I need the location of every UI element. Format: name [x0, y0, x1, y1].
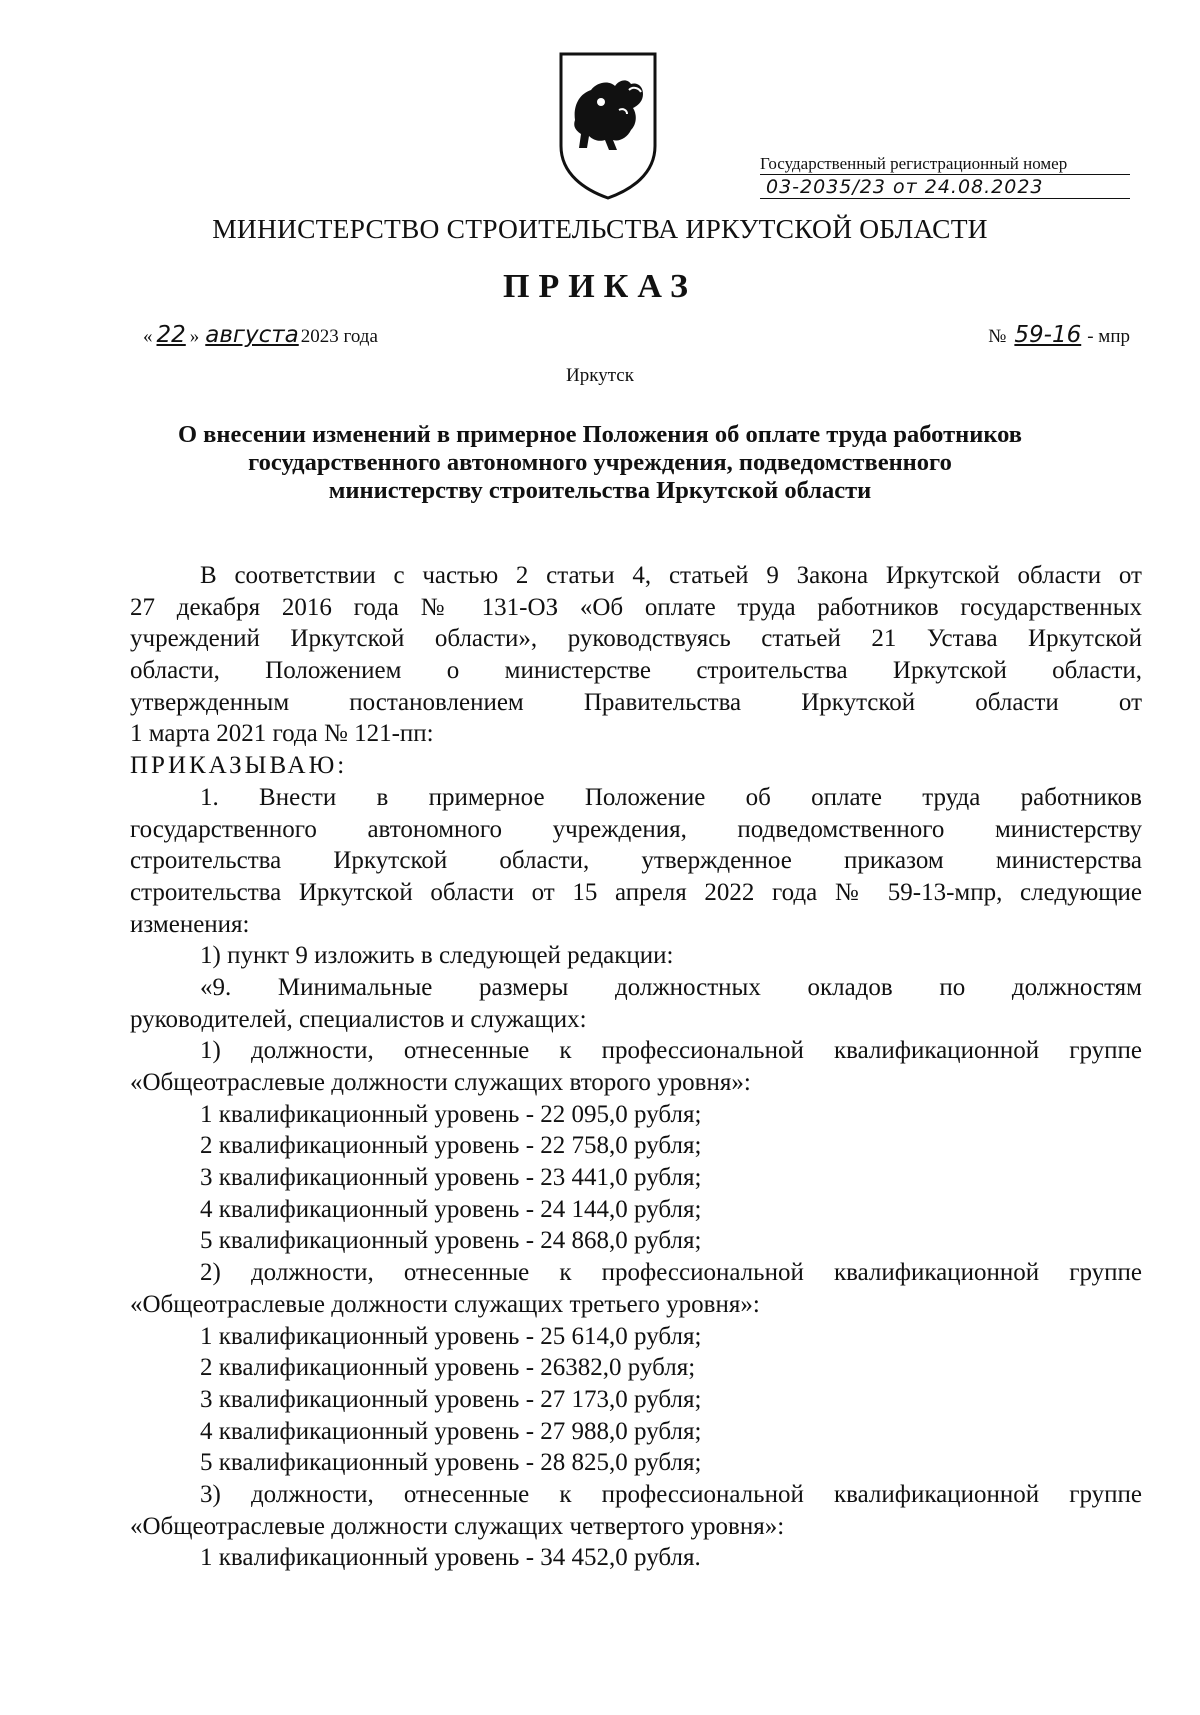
document-type: ПРИКАЗ [503, 268, 697, 305]
date-day: 22 [156, 322, 186, 348]
date-month: августа [205, 322, 299, 348]
registration-block [760, 155, 1130, 199]
body-line: руководителей, специалистов и служащих: [130, 1005, 587, 1033]
body-line: учреждений Иркутской области», руководствуясь статьей 21 Устава Иркутской [130, 625, 1142, 653]
salary-level-line: 3 квалификационный уровень - 27 173,0 рубля; [200, 1385, 702, 1413]
body-line: «Общеотраслевые должности служащих четвертого уровня»: [130, 1512, 785, 1540]
number-value: 59-16 [1014, 322, 1082, 348]
number-suffix: - мпр [1087, 326, 1130, 347]
ministry-name: МИНИСТЕРСТВО СТРОИТЕЛЬСТВА ИРКУТСКОЙ ОБЛАСТИ [212, 213, 988, 244]
body-line: изменения: [130, 910, 250, 938]
body-line: 1. Внести в примерное Положение об оплате труда работников [200, 783, 1142, 811]
order-number [988, 322, 1130, 348]
salary-level-line: 4 квалификационный уровень - 24 144,0 рубля; [200, 1195, 702, 1223]
salary-level-line: 1 квалификационный уровень - 34 452,0 рубля. [200, 1544, 701, 1572]
body-line: 27 декабря 2016 года № 131-ОЗ «Об оплате труда работников государственных [130, 593, 1142, 621]
irkutsk-coat-of-arms-icon [557, 50, 659, 202]
body-line: строительства Иркутской области от 15 апреля 2022 года № 59-13-мпр, следующие [130, 878, 1142, 906]
salary-level-line: 3 квалификационный уровень - 23 441,0 рубля; [200, 1164, 702, 1192]
title-line: министерству строительства Иркутской области [328, 477, 872, 504]
number-prefix: № [988, 326, 1007, 347]
title-line: О внесении изменений в примерное Положения об оплате труда работников [177, 421, 1023, 448]
salary-level-line: 2 квалификационный уровень - 22 758,0 рубля; [200, 1132, 702, 1160]
body-line: области, Положением о министерстве строительства Иркутской области, [130, 657, 1142, 685]
body-line: «Общеотраслевые должности служащих третьего уровня»: [130, 1290, 760, 1318]
date-open-quote: « [143, 326, 153, 347]
registration-number: 03-2035/23 от 24.08.2023 [760, 178, 1130, 199]
city: Иркутск [566, 365, 634, 386]
salary-level-line: 1 квалификационный уровень - 22 095,0 рубля; [200, 1100, 702, 1128]
body-line: 1) пункт 9 изложить в следующей редакции: [200, 942, 674, 970]
salary-level-line: 1 квалификационный уровень - 25 614,0 рубля; [200, 1322, 702, 1350]
body-line: государственного автономного учреждения, подведомственного министерству [130, 815, 1142, 843]
salary-level-line: 5 квалификационный уровень - 28 825,0 рубля; [200, 1449, 702, 1477]
body-line: 2) должности, отнесенные к профессиональной квалификационной группе [200, 1259, 1142, 1287]
body-line: «9. Минимальные размеры должностных окладов по должностям [200, 973, 1142, 1001]
body-line: утвержденным постановлением Правительства Иркутской области от [130, 688, 1142, 716]
date-year: 2023 года [300, 326, 378, 347]
body-line: строительства Иркутской области, утвержденное приказом министерства [130, 847, 1142, 875]
salary-level-line: 4 квалификационный уровень - 27 988,0 рубля; [200, 1417, 702, 1445]
body-line: 1 марта 2021 года № 121-пп: [130, 720, 434, 748]
salary-level-line: 5 квалификационный уровень - 24 868,0 рубля; [200, 1227, 702, 1255]
date-close-quote: » [189, 326, 200, 347]
registration-label: Государственный регистрационный номер [760, 155, 1130, 175]
body-line: 3) должности, отнесенные к профессиональной квалификационной группе [200, 1480, 1142, 1508]
order-date [143, 322, 378, 348]
salary-level-line: 2 квалификационный уровень - 26382,0 рубля; [200, 1354, 696, 1382]
body-line: В соответствии с частью 2 статьи 4, статьей 9 Закона Иркутской области от [200, 562, 1142, 589]
body-line: «Общеотраслевые должности служащих второго уровня»: [130, 1069, 751, 1096]
body-line: 1) должности, отнесенные к профессиональной квалификационной группе [200, 1037, 1142, 1065]
order-directive: ПРИКАЗЫВАЮ: [130, 752, 348, 780]
document-title [120, 421, 1080, 505]
document-body [130, 560, 1142, 1574]
title-line: государственного автономного учреждения, подведомственного [248, 449, 952, 476]
